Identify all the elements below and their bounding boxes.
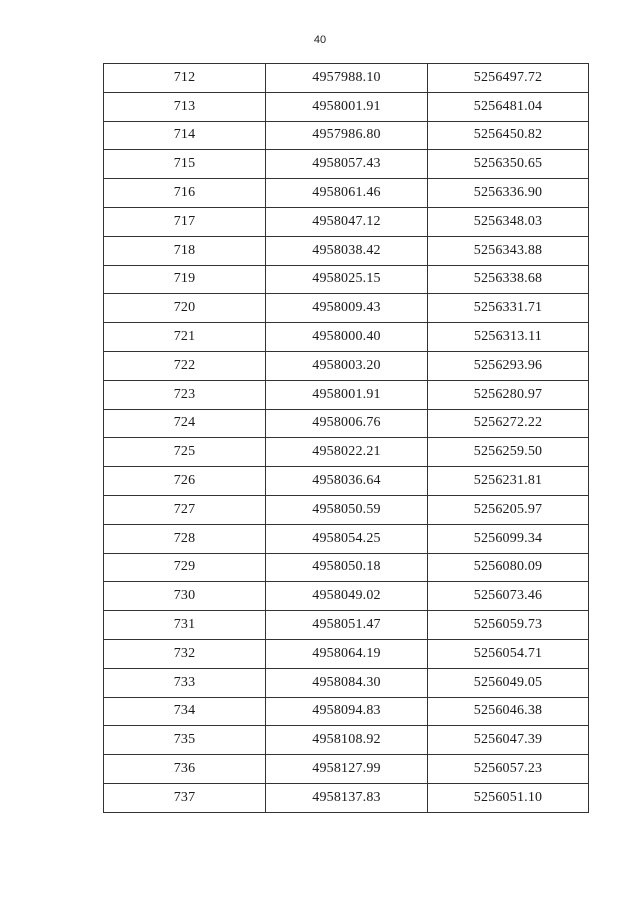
x-coordinate-cell: 4958051.47 (266, 611, 428, 640)
y-coordinate-cell: 5256205.97 (428, 495, 589, 524)
point-number-cell: 720 (104, 294, 266, 323)
point-number-cell: 722 (104, 351, 266, 380)
point-number-cell: 716 (104, 179, 266, 208)
table-row (104, 467, 589, 496)
point-number-cell: 729 (104, 553, 266, 582)
y-coordinate-cell: 5256331.71 (428, 294, 589, 323)
x-coordinate-cell: 4958025.15 (266, 265, 428, 294)
x-coordinate-cell: 4958009.43 (266, 294, 428, 323)
point-number-cell: 734 (104, 697, 266, 726)
point-number-cell: 735 (104, 726, 266, 755)
x-coordinate-cell: 4958049.02 (266, 582, 428, 611)
y-coordinate-cell: 5256450.82 (428, 121, 589, 150)
y-coordinate-cell: 5256057.23 (428, 755, 589, 784)
point-number-cell: 733 (104, 668, 266, 697)
table-row (104, 438, 589, 467)
point-number-cell: 730 (104, 582, 266, 611)
x-coordinate-cell: 4958050.18 (266, 553, 428, 582)
point-number-cell: 714 (104, 121, 266, 150)
point-number-cell: 726 (104, 467, 266, 496)
x-coordinate-cell: 4958057.43 (266, 150, 428, 179)
table-row (104, 611, 589, 640)
x-coordinate-cell: 4958047.12 (266, 207, 428, 236)
point-number-cell: 724 (104, 409, 266, 438)
point-number-cell: 737 (104, 783, 266, 812)
point-number-cell: 731 (104, 611, 266, 640)
table-row (104, 553, 589, 582)
table-row (104, 351, 589, 380)
x-coordinate-cell: 4958108.92 (266, 726, 428, 755)
y-coordinate-cell: 5256338.68 (428, 265, 589, 294)
x-coordinate-cell: 4958084.30 (266, 668, 428, 697)
y-coordinate-cell: 5256348.03 (428, 207, 589, 236)
y-coordinate-cell: 5256049.05 (428, 668, 589, 697)
y-coordinate-cell: 5256051.10 (428, 783, 589, 812)
x-coordinate-cell: 4958064.19 (266, 639, 428, 668)
y-coordinate-cell: 5256280.97 (428, 380, 589, 409)
x-coordinate-cell: 4958137.83 (266, 783, 428, 812)
x-coordinate-cell: 4958003.20 (266, 351, 428, 380)
table-row (104, 409, 589, 438)
point-number-cell: 713 (104, 92, 266, 121)
table-row (104, 495, 589, 524)
table-row (104, 150, 589, 179)
y-coordinate-cell: 5256272.22 (428, 409, 589, 438)
y-coordinate-cell: 5256336.90 (428, 179, 589, 208)
x-coordinate-cell: 4958050.59 (266, 495, 428, 524)
x-coordinate-cell: 4958038.42 (266, 236, 428, 265)
y-coordinate-cell: 5256046.38 (428, 697, 589, 726)
y-coordinate-cell: 5256293.96 (428, 351, 589, 380)
y-coordinate-cell: 5256047.39 (428, 726, 589, 755)
y-coordinate-cell: 5256313.11 (428, 323, 589, 352)
y-coordinate-cell: 5256259.50 (428, 438, 589, 467)
table-row (104, 265, 589, 294)
x-coordinate-cell: 4958061.46 (266, 179, 428, 208)
table-row (104, 639, 589, 668)
x-coordinate-cell: 4958001.91 (266, 380, 428, 409)
point-number-cell: 721 (104, 323, 266, 352)
table-row (104, 668, 589, 697)
table-row (104, 92, 589, 121)
y-coordinate-cell: 5256080.09 (428, 553, 589, 582)
table-row (104, 697, 589, 726)
y-coordinate-cell: 5256497.72 (428, 64, 589, 93)
table-row (104, 726, 589, 755)
x-coordinate-cell: 4958001.91 (266, 92, 428, 121)
x-coordinate-cell: 4958000.40 (266, 323, 428, 352)
y-coordinate-cell: 5256343.88 (428, 236, 589, 265)
y-coordinate-cell: 5256481.04 (428, 92, 589, 121)
x-coordinate-cell: 4958036.64 (266, 467, 428, 496)
x-coordinate-cell: 4957986.80 (266, 121, 428, 150)
point-number-cell: 715 (104, 150, 266, 179)
table-row (104, 323, 589, 352)
table-row (104, 380, 589, 409)
y-coordinate-cell: 5256099.34 (428, 524, 589, 553)
point-number-cell: 725 (104, 438, 266, 467)
table-body (104, 64, 589, 813)
coordinates-table (103, 63, 589, 813)
point-number-cell: 736 (104, 755, 266, 784)
page-number: 40 (313, 34, 327, 46)
x-coordinate-cell: 4958022.21 (266, 438, 428, 467)
table-row (104, 783, 589, 812)
table-row (104, 524, 589, 553)
table-row (104, 236, 589, 265)
y-coordinate-cell: 5256231.81 (428, 467, 589, 496)
table-row (104, 179, 589, 208)
table-row (104, 755, 589, 784)
point-number-cell: 723 (104, 380, 266, 409)
y-coordinate-cell: 5256059.73 (428, 611, 589, 640)
point-number-cell: 727 (104, 495, 266, 524)
point-number-cell: 728 (104, 524, 266, 553)
point-number-cell: 712 (104, 64, 266, 93)
table-row (104, 294, 589, 323)
y-coordinate-cell: 5256350.65 (428, 150, 589, 179)
y-coordinate-cell: 5256073.46 (428, 582, 589, 611)
x-coordinate-cell: 4958006.76 (266, 409, 428, 438)
table-row (104, 582, 589, 611)
table-row (104, 121, 589, 150)
x-coordinate-cell: 4958127.99 (266, 755, 428, 784)
x-coordinate-cell: 4958054.25 (266, 524, 428, 553)
point-number-cell: 732 (104, 639, 266, 668)
y-coordinate-cell: 5256054.71 (428, 639, 589, 668)
point-number-cell: 718 (104, 236, 266, 265)
table-row (104, 64, 589, 93)
point-number-cell: 719 (104, 265, 266, 294)
x-coordinate-cell: 4957988.10 (266, 64, 428, 93)
point-number-cell: 717 (104, 207, 266, 236)
table-row (104, 207, 589, 236)
x-coordinate-cell: 4958094.83 (266, 697, 428, 726)
